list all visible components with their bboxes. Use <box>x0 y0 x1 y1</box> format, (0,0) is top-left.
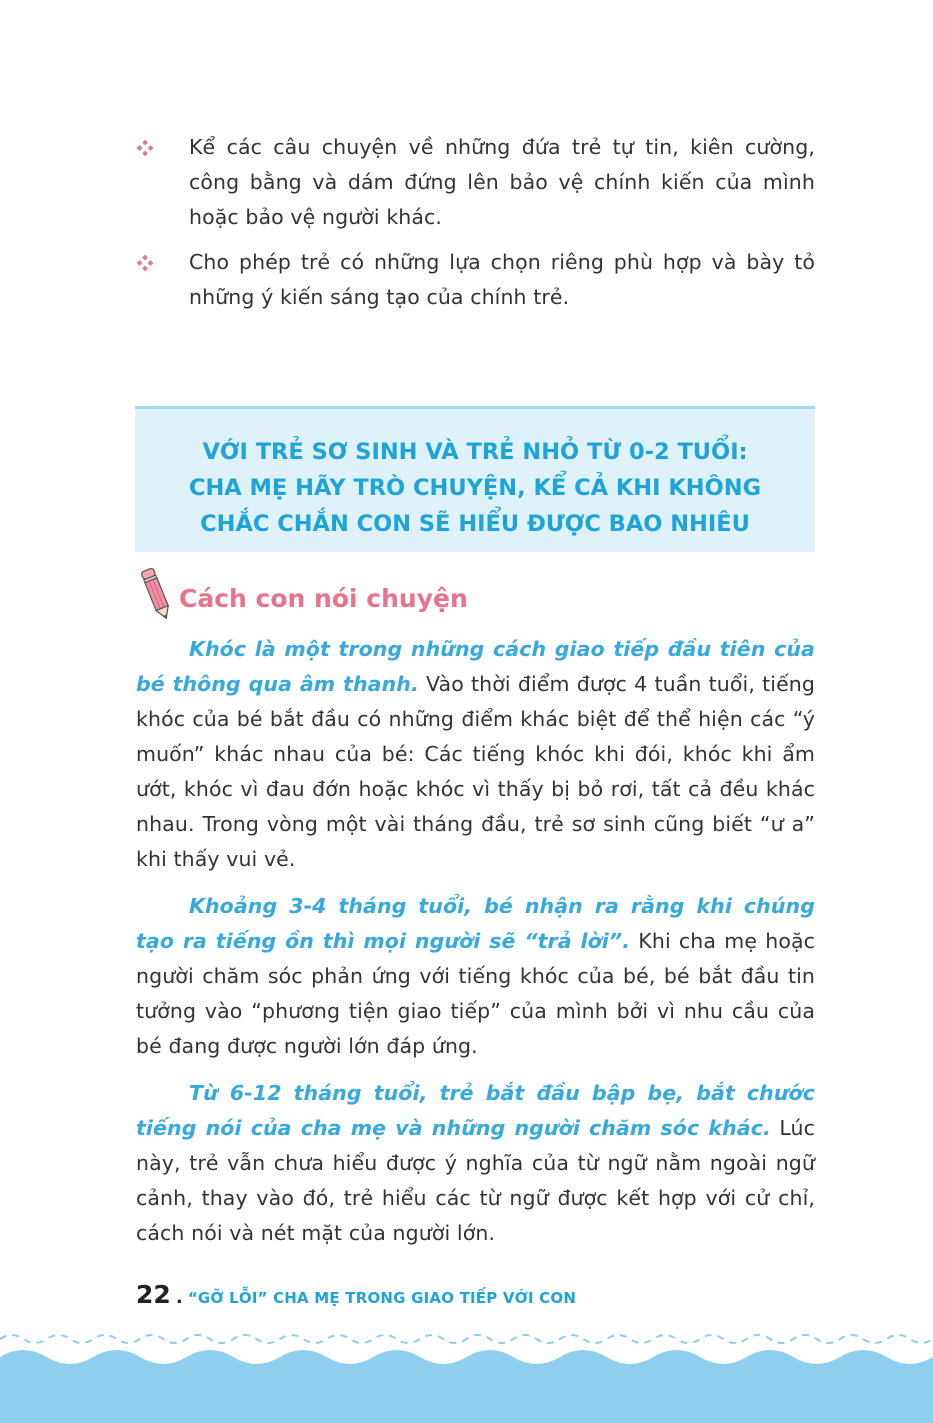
body-text <box>136 632 815 1263</box>
paragraph <box>136 1076 815 1251</box>
book-title: “GỠ LỖI” CHA MẸ TRONG GIAO TIẾP VỚI CON <box>187 1289 577 1307</box>
page-footer <box>136 1280 576 1309</box>
diamond-bullet-icon <box>136 254 154 272</box>
section-banner <box>135 406 815 552</box>
banner-line-2: CHA MẸ HÃY TRÒ CHUYỆN, KỂ CẢ KHI KHÔNG <box>188 475 762 501</box>
page-number: 22 <box>136 1280 171 1309</box>
bullet-text: Kể các câu chuyện về những đứa trẻ tự tin, kiên cường, công bằng và dám đứng lên bảo vệ chính kiến của mình hoặc bảo vệ người khác. <box>189 135 815 229</box>
banner-top-line <box>135 406 815 409</box>
bullet-item <box>136 130 815 235</box>
paragraph <box>136 889 815 1064</box>
diamond-bullet-icon <box>136 139 154 157</box>
paragraph-lead: Khoảng 3-4 tháng tuổi, bé nhận ra rằng khi chúng tạo ra tiếng ồn thì mọi người sẽ “trả lời”. <box>136 894 815 953</box>
paragraph-text: Khi cha mẹ hoặc người chăm sóc phản ứng với tiếng khóc của bé, bé bắt đầu tin tưởng vào “phương tiện giao tiếp” của mình bởi vì nhu cầu của bé đang được người lớn đáp ứng. <box>136 929 815 1058</box>
wave-decoration <box>0 1325 933 1423</box>
section-title: Cách con nói chuyện <box>179 584 468 613</box>
paragraph-lead: Khóc là một trong những cách giao tiếp đầu tiên của bé thông qua âm thanh. <box>136 637 815 696</box>
bullet-list <box>136 130 815 325</box>
bullet-item <box>136 245 815 315</box>
section-heading <box>137 564 637 628</box>
paragraph <box>136 632 815 877</box>
footer-separator: . <box>175 1287 183 1308</box>
banner-title <box>135 434 815 542</box>
bullet-text: Cho phép trẻ có những lựa chọn riêng phù hợp và bày tỏ những ý kiến sáng tạo của chính trẻ. <box>189 250 815 309</box>
pencil-icon <box>137 564 177 624</box>
paragraph-lead: Từ 6-12 tháng tuổi, trẻ bắt đầu bập bẹ, bắt chước tiếng nói của cha mẹ và những người chăm sóc khác. <box>136 1081 815 1140</box>
banner-line-1: VỚI TRẺ SƠ SINH VÀ TRẺ NHỎ TỪ 0-2 TUỔI: <box>202 439 748 465</box>
paragraph-text: Vào thời điểm được 4 tuần tuổi, tiếng khóc của bé bắt đầu có những điểm khác biệt để thể hiện các “ý muốn” khác nhau của bé: Các tiếng khóc khi đói, khóc khi ẩm ướt, khóc vì đau đớn hoặc khóc vì thấy bị bỏ rơi, tất cả đều khác nhau. Trong vòng một vài tháng đầu, trẻ sơ sinh cũng biết “ư a” khi thấy vui vẻ. <box>136 672 815 871</box>
paragraph-text: Lúc này, trẻ vẫn chưa hiểu được ý nghĩa của từ ngữ nằm ngoài ngữ cảnh, thay vào đó, trẻ hiểu các từ ngữ được kết hợp với cử chỉ, cách nói và nét mặt của người lớn. <box>136 1116 815 1245</box>
banner-line-3: CHẮC CHẮN CON SẼ HIỂU ĐƯỢC BAO NHIÊU <box>200 511 750 537</box>
